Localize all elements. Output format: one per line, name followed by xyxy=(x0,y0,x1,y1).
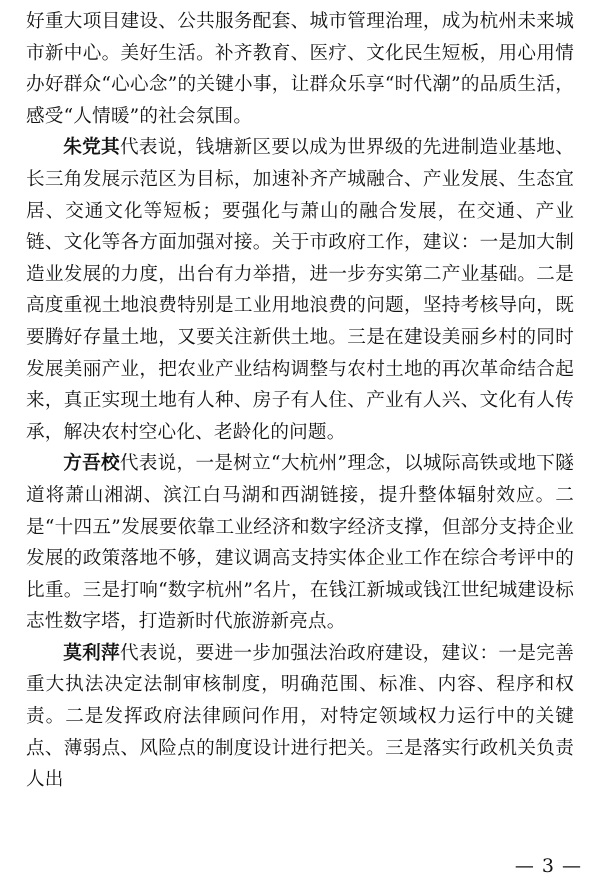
paragraph-fang-wuxiao xyxy=(26,448,574,638)
paragraph-text: 代表说，一是树立“大杭州”理念，以城际高铁或地下隧道将萧山湘湖、滨江白马湖和西湖链接，提升整体辐射效应。二是“十四五”发展要依靠工业经济和数字经济支撑，但部分支持企业发展的政策落地不够，建议调高支持实体企业工作在综合考评中的比重。三是打响“数字杭州”名片，在钱江新城或钱江世纪城建设标志性数字塔，打造新时代旅游新亮点。 xyxy=(26,453,574,633)
page-number: — 3 — xyxy=(514,855,582,877)
speaker-name: 朱党其 xyxy=(63,137,120,159)
speaker-name: 方吾校 xyxy=(63,453,120,475)
paragraph-text: 代表说，钱塘新区要以成为世界级的先进制造业基地、长三角发展示范区为目标，加速补齐产城融合、产业发展、生态宜居、交通文化等短板；要强化与萧山的融合发展，在交通、产业链、文化等各方面加强对接。关于市政府工作，建议：一是加大制造业发展的力度，出台有力举措，进一步夯实第二产业基础。二是高度重视土地浪费特别是工业用地浪费的问题，坚持考核导向，既要腾好存量土地，又要关注新供土地。三是在建设美丽乡村的同时发展美丽产业，把农业产业结构调整与农村土地的再次革命结合起来，真正实现土地有人种、房子有人住、产业有人兴、文化有人传承，解决农村空心化、老龄化的问题。 xyxy=(26,137,574,443)
paragraph-mo-liping xyxy=(26,638,574,796)
paragraph-text: 代表说，要进一步加强法治政府建设，建议：一是完善重大执法决定法制审核制度，明确范围、标准、内容、程序和权责。二是发挥政府法律顾问作用，对特定领域权力运行中的关键点、薄弱点、风险点的制度设计进行把关。三是落实行政机关负责人出 xyxy=(26,642,574,791)
paragraph-zhu-dangqi xyxy=(26,132,574,448)
speaker-name: 莫利萍 xyxy=(63,642,120,664)
paragraph-text: 好重大项目建设、公共服务配套、城市管理治理，成为杭州未来城市新中心。美好生活。补齐教育、医疗、文化民生短板，用心用情办好群众“心心念”的关键小事，让群众乐享“时代潮”的品质生活，感受“人情暖”的社会氛围。 xyxy=(26,11,574,127)
paragraph-continuation xyxy=(26,6,574,132)
